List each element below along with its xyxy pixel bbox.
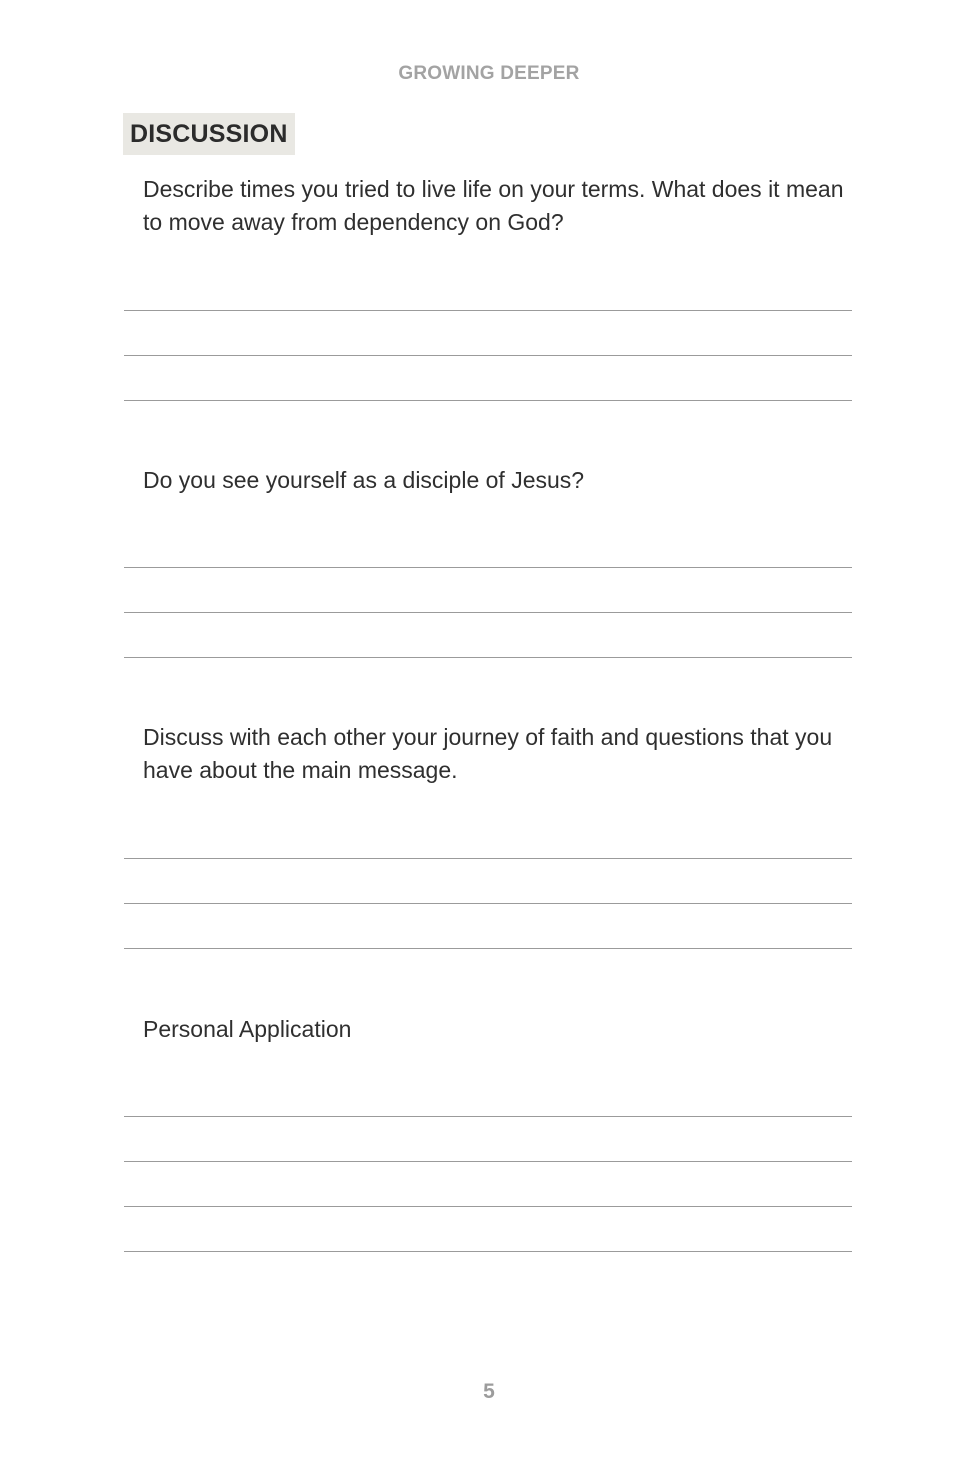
- personal-application-heading: Personal Application: [143, 1016, 352, 1042]
- page-number: 5: [483, 1380, 495, 1403]
- answer-line[interactable]: [124, 1251, 852, 1252]
- answer-line[interactable]: [124, 1116, 852, 1117]
- answer-line[interactable]: [124, 612, 852, 613]
- answer-line[interactable]: [124, 948, 852, 949]
- discussion-question: Discuss with each other your journey of faith and questions that you have about the main message.: [143, 724, 833, 783]
- answer-line[interactable]: [124, 400, 852, 401]
- section-label: DISCUSSION: [123, 113, 295, 155]
- answer-line[interactable]: [124, 1161, 852, 1162]
- answer-line[interactable]: [124, 355, 852, 356]
- answer-line[interactable]: [124, 858, 852, 859]
- answer-line[interactable]: [124, 903, 852, 904]
- answer-line[interactable]: [124, 310, 852, 311]
- answer-line[interactable]: [124, 657, 852, 658]
- running-header: GROWING DEEPER: [398, 63, 580, 84]
- answer-line[interactable]: [124, 1206, 852, 1207]
- discussion-question: Describe times you tried to live life on your terms. What does it mean to move away from dependency on God?: [143, 176, 844, 235]
- answer-line[interactable]: [124, 567, 852, 568]
- discussion-question: Do you see yourself as a disciple of Jesus?: [143, 467, 585, 493]
